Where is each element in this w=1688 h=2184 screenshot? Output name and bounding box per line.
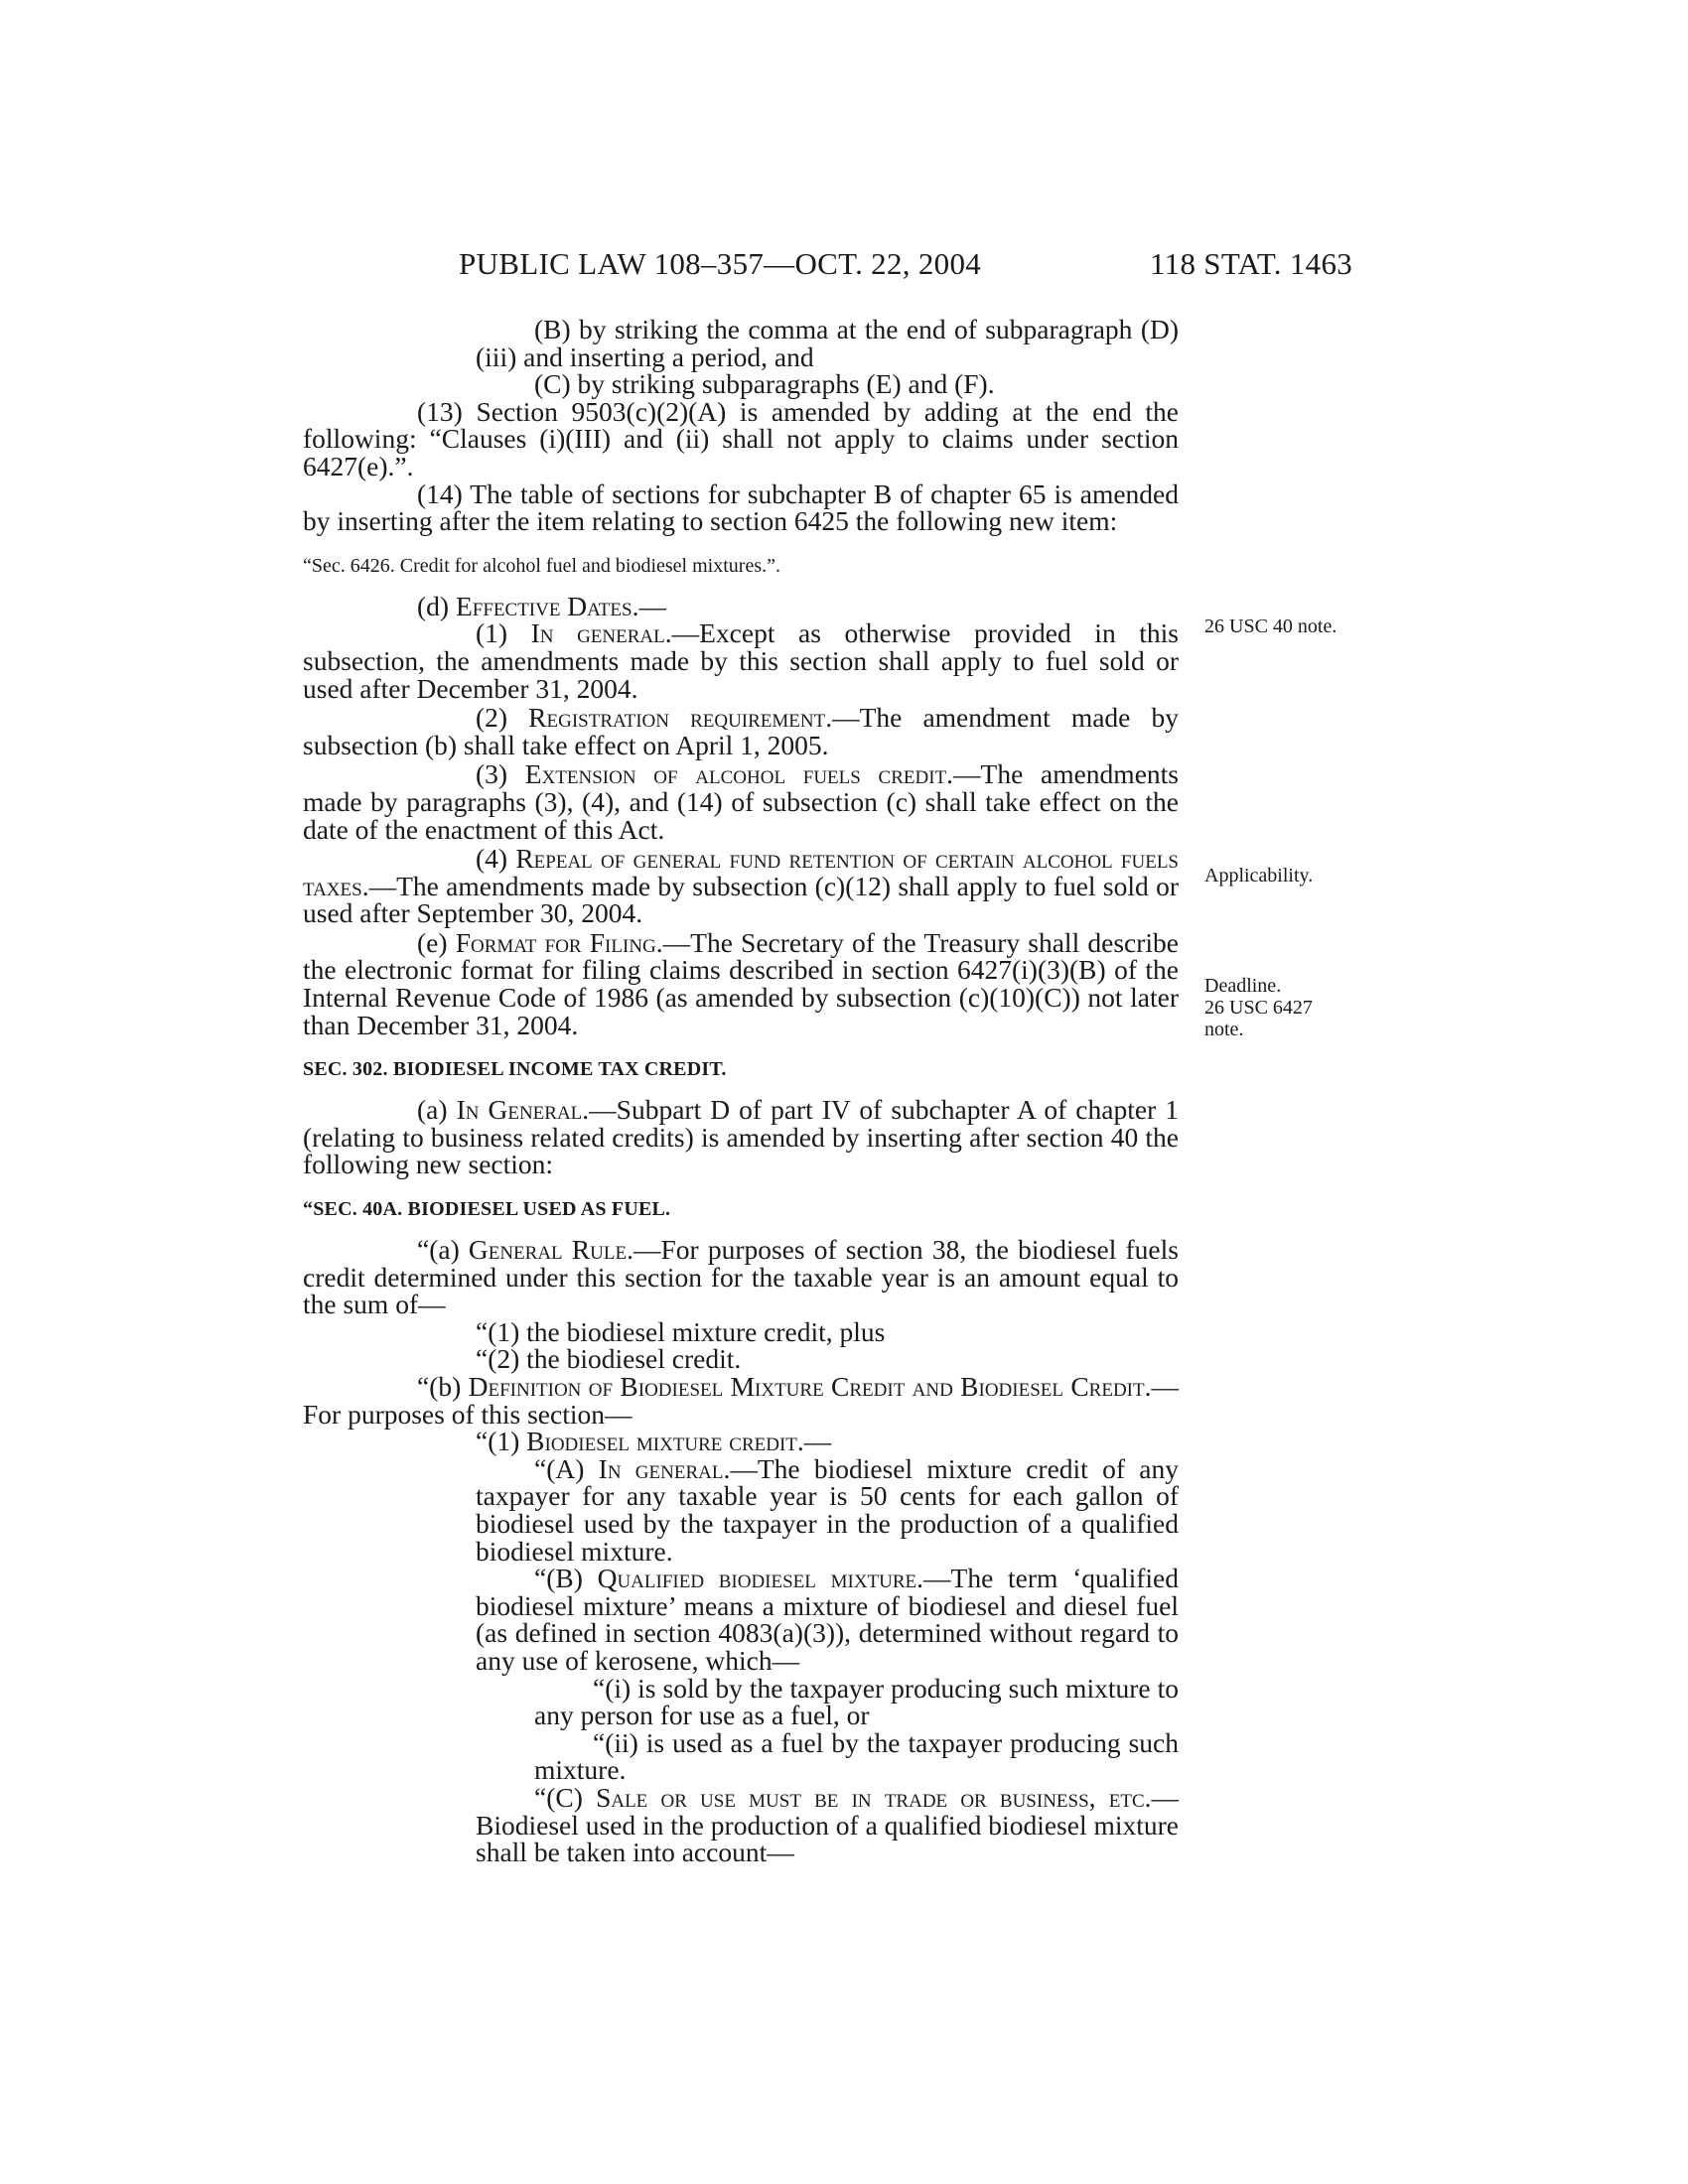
- heading-biodiesel-mixture-credit: Biodiesel mixture credit: [526, 1426, 797, 1457]
- heading-rbA-in-general: In general: [598, 1452, 724, 1484]
- para-13: (13) Section 9503(c)(2)(A) is amended by adding at the end the following: “Clauses (i)(III) and (ii) shall not apply to claims under section 6427(e).”.: [303, 395, 1179, 481]
- para-a-in-general: (a) In General.—Subpart D of part IV of subchapter A of chapter 1 (relating to business related credits) is amended by inserting after section 40 the following new section:: [303, 1094, 1180, 1180]
- para-ra2: “(2) the biodiesel credit.: [476, 1343, 742, 1375]
- para-rbBi: “(i) is sold by the taxpayer producing such mixture to any person for use as a fuel, or: [534, 1672, 1179, 1731]
- heading-registration-requirement: Registration requirement: [528, 702, 826, 734]
- heading-sale-or-use: Sale or use must be in trade or business, etc: [596, 1781, 1145, 1813]
- header-stat-page: 118 STAT. 1463: [1150, 246, 1353, 281]
- heading-extension-alcohol-fuels-credit: Extension of alcohol fuels credit: [524, 758, 947, 790]
- margin-note-26-usc-40: 26 USC 40 note.: [1204, 615, 1337, 637]
- header-title: PUBLIC LAW 108–357—OCT. 22, 2004: [459, 246, 982, 281]
- para-c-strike: (C) by striking subparagraphs (E) and (F).: [534, 368, 995, 400]
- heading-format-for-filing: Format for Filing: [455, 926, 656, 958]
- para-d2: (2) Registration requirement.—The amendment made by subsection (b) shall take effect on April 1, 2005.: [303, 702, 1179, 760]
- section-heading-302: SEC. 302. BIODIESEL INCOME TAX CREDIT.: [303, 1058, 727, 1081]
- para-b-strike: (B) by striking the comma at the end of subparagraph (D)(iii) and inserting a period, and: [476, 314, 1179, 372]
- heading-repeal-general-fund: Repeal of general fund retention of certain alcohol fuels taxes: [303, 843, 1179, 901]
- para-e-format-for-filing: (e) Format for Filing.—The Secretary of the Treasury shall describe the electronic format for filing claims described in section 6427(i)(3)(B) of the Internal Revenue Code of 1986 (as amended by subsection (c)(10)(C)) not later than December 31, 2004.: [303, 926, 1179, 1040]
- margin-note-26-usc-6427: 26 USC 6427: [1204, 997, 1313, 1019]
- margin-note-applicability: Applicability.: [1204, 865, 1314, 887]
- para-rbA: “(A) In general.—The biodiesel mixture credit of any taxpayer for any taxable year is 50 cents for each gallon of biodiesel used by the taxpayer in the production of a qualified biodiesel mixture.: [476, 1452, 1179, 1567]
- margin-note-deadline: Deadline.: [1204, 975, 1282, 997]
- para-d-effective-dates: (d) Effective Dates.—: [417, 590, 666, 621]
- body-text: [303, 316, 1179, 1866]
- page-header: [0, 246, 1688, 286]
- para-d3: (3) Extension of alcohol fuels credit.—The amendments made by paragraphs (3), (4), and (14) of subsection (c) shall take effect on the date of the enactment of this Act.: [303, 758, 1179, 845]
- para-d1: (1) In general.—Except as otherwise provided in this subsection, the amendments made by this section shall apply to fuel sold or used after December 31, 2004.: [303, 617, 1179, 704]
- para-ra1: “(1) the biodiesel mixture credit, plus: [476, 1315, 886, 1347]
- para-d4: (4) Repeal of general fund retention of certain alcohol fuels taxes.—The amendments made by subsection (c)(12) shall apply to fuel sold or used after September 30, 2004.: [303, 843, 1179, 929]
- heading-in-general: In general: [530, 617, 665, 649]
- para-ra-general-rule: “(a) General Rule.—For purposes of section 38, the biodiesel fuels credit determined under this section for the taxable year is an amount equal to the sum of—: [303, 1234, 1179, 1320]
- para-rbBii: “(ii) is used as a fuel by the taxpayer producing such mixture.: [534, 1726, 1179, 1786]
- heading-general-rule: General Rule: [468, 1234, 628, 1266]
- table-item-sec-6426: “Sec. 6426. Credit for alcohol fuel and biodiesel mixtures.”.: [303, 554, 780, 577]
- para-rb1: “(1) Biodiesel mixture credit.—: [476, 1426, 832, 1457]
- heading-effective-dates: Effective Dates: [455, 590, 633, 621]
- para-rb-definition: “(b) Definition of Biodiesel Mixture Credit and Biodiesel Credit.—For purposes of this section—: [303, 1371, 1179, 1430]
- para-rbC: “(C) Sale or use must be in trade or business, etc.—Biodiesel used in the production of a qualified biodiesel mixture shall be taken into account—: [476, 1781, 1179, 1868]
- heading-a-in-general: In General: [456, 1094, 583, 1126]
- heading-definition-biodiesel: Definition of Biodiesel Mixture Credit and Biodiesel Credit: [468, 1371, 1145, 1402]
- margin-note-note: note.: [1204, 1019, 1244, 1040]
- heading-qualified-biodiesel-mixture: Qualified biodiesel mixture: [597, 1563, 917, 1594]
- para-14: (14) The table of sections for subchapter B of chapter 65 is amended by inserting after the item relating to section 6425 the following new item:: [303, 478, 1179, 537]
- para-rbB: “(B) Qualified biodiesel mixture.—The term ‘qualified biodiesel mixture’ means a mixture of biodiesel and diesel fuel (as defined in section 4083(a)(3)), determined without regard to any use of kerosene, which—: [476, 1563, 1179, 1676]
- section-heading-40a: “SEC. 40A. BIODIESEL USED AS FUEL.: [303, 1198, 671, 1221]
